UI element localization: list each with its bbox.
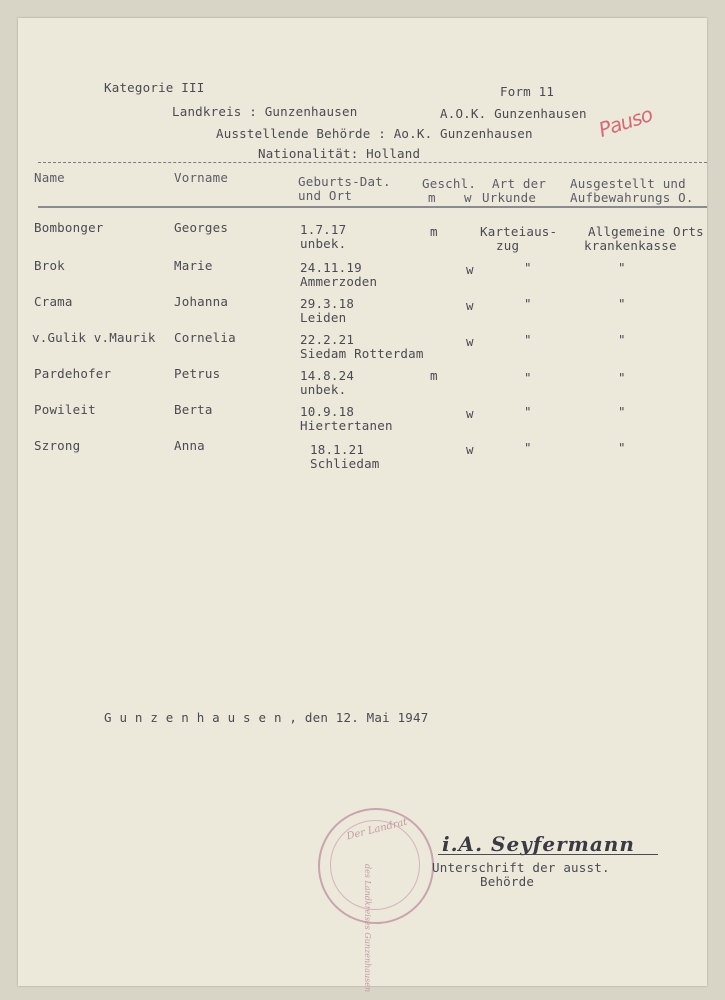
col-name: Name xyxy=(34,170,65,185)
row-name: Szrong xyxy=(34,438,81,453)
col-ausg-2: Aufbewahrungs O. xyxy=(570,190,694,205)
row-ort: Leiden xyxy=(300,310,347,325)
row-art-1: " xyxy=(524,370,532,385)
row-ort: Siedam Rotterdam xyxy=(300,346,424,361)
official-stamp xyxy=(318,808,434,993)
header-top-rule xyxy=(38,162,707,163)
row-vorname: Georges xyxy=(174,220,229,235)
signature-label-2: Behörde xyxy=(480,874,535,889)
row-vorname: Petrus xyxy=(174,366,221,381)
row-name: Pardehofer xyxy=(34,366,112,381)
col-geburt-1: Geburts-Dat. xyxy=(298,174,391,189)
row-vorname: Marie xyxy=(174,258,213,273)
col-m: m xyxy=(428,190,436,205)
row-art-2: zug xyxy=(496,238,520,253)
landkreis-label: Landkreis : Gunzenhausen xyxy=(172,104,358,119)
signature-line xyxy=(438,854,658,855)
row-ort: unbek. xyxy=(300,382,347,397)
row-date: 22.2.21 xyxy=(300,332,355,347)
signature: i.A. Seyfermann xyxy=(442,832,635,856)
red-handwritten-mark: Pauso xyxy=(595,102,656,142)
row-art-1: " xyxy=(524,404,532,419)
row-name: Brok xyxy=(34,258,65,273)
stamp-side-text: des Landkreises Gunzenhausen xyxy=(363,864,372,993)
row-vorname: Johanna xyxy=(174,294,229,309)
row-w: w xyxy=(466,298,474,313)
behoerde-label: Ausstellende Behörde : Ao.K. Gunzenhausen xyxy=(216,126,533,141)
row-date: 29.3.18 xyxy=(300,296,355,311)
row-date: 24.11.19 xyxy=(300,260,362,275)
row-ort: unbek. xyxy=(300,236,347,251)
form-label: Form 11 xyxy=(500,84,555,99)
kategorie-label: Kategorie III xyxy=(104,80,205,95)
col-art-1: Art der xyxy=(492,176,547,191)
row-vorname: Berta xyxy=(174,402,213,417)
row-w: w xyxy=(466,406,474,421)
row-date: 1.7.17 xyxy=(300,222,347,237)
row-m: m xyxy=(430,368,438,383)
document-page xyxy=(18,18,707,993)
signature-label-1: Unterschrift der ausst. xyxy=(432,860,610,875)
row-name: v.Gulik v.Maurik xyxy=(32,330,156,345)
row-ausg-2: krankenkasse xyxy=(584,238,677,253)
row-art-1: " xyxy=(524,260,532,275)
col-geschl: Geschl. xyxy=(422,176,477,191)
row-ausg-1: " xyxy=(618,332,626,347)
row-ausg-1: Allgemeine Orts xyxy=(588,224,704,239)
nationalitaet-label: Nationalität: Holland xyxy=(258,146,421,161)
row-m: m xyxy=(430,224,438,239)
row-vorname: Anna xyxy=(174,438,205,453)
row-ausg-1: " xyxy=(618,260,626,275)
row-ort: Hiertertanen xyxy=(300,418,393,433)
col-art-2: Urkunde xyxy=(482,190,537,205)
stamp-top-text: Der Landrat xyxy=(345,816,409,843)
row-art-1: Karteiaus- xyxy=(480,224,558,239)
header-bottom-rule xyxy=(38,206,707,208)
col-geburt-2: und Ort xyxy=(298,188,353,203)
row-name: Crama xyxy=(34,294,73,309)
row-w: w xyxy=(466,334,474,349)
col-w: w xyxy=(464,190,472,205)
aok-label: A.O.K. Gunzenhausen xyxy=(440,106,587,121)
place-date: G u n z e n h a u s e n , den 12. Mai 1947 xyxy=(104,710,429,725)
row-art-1: " xyxy=(524,332,532,347)
col-ausg-1: Ausgestellt und xyxy=(570,176,686,191)
row-date: 18.1.21 xyxy=(310,442,365,457)
row-ausg-1: " xyxy=(618,370,626,385)
row-art-1: " xyxy=(524,440,532,455)
row-art-1: " xyxy=(524,296,532,311)
row-ausg-1: " xyxy=(618,404,626,419)
row-date: 10.9.18 xyxy=(300,404,355,419)
row-ausg-1: " xyxy=(618,440,626,455)
col-vorname: Vorname xyxy=(174,170,229,185)
row-name: Bombonger xyxy=(34,220,104,235)
row-name: Powileit xyxy=(34,402,96,417)
row-ort: Schliedam xyxy=(310,456,380,471)
row-ausg-1: " xyxy=(618,296,626,311)
row-vorname: Cornelia xyxy=(174,330,236,345)
row-w: w xyxy=(466,262,474,277)
row-ort: Ammerzoden xyxy=(300,274,378,289)
row-date: 14.8.24 xyxy=(300,368,355,383)
row-w: w xyxy=(466,442,474,457)
